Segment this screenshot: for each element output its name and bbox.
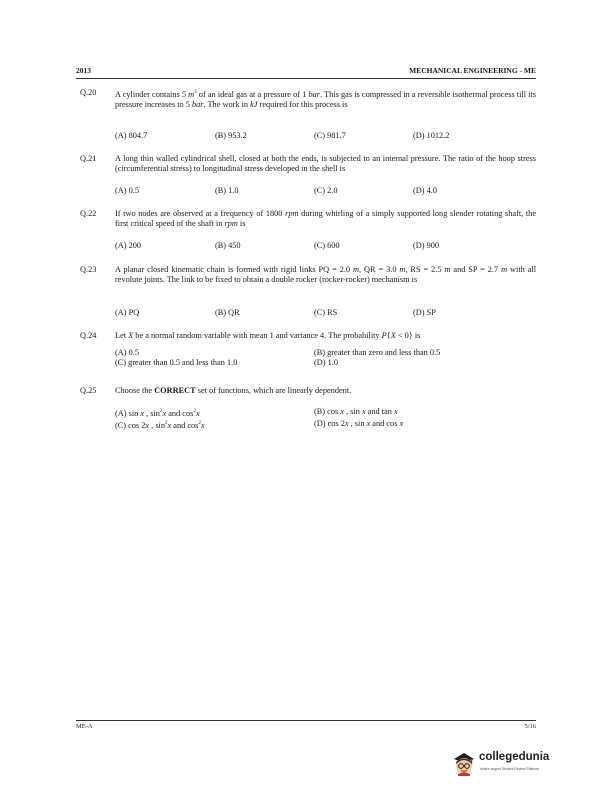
- question-number: Q.20: [80, 88, 97, 97]
- option-b: (B) greater than zero and less than 0.5: [314, 348, 441, 357]
- question-text: Let X be a normal random variable with mean 1 and variance 4. The probability P{X < 0} is: [115, 331, 421, 340]
- option-c: (C) greater than 0.5 and less than 1.0: [115, 358, 238, 367]
- question-20: [80, 88, 536, 144]
- question-text: A cylinder contains 5 $m^3$ of an ideal gas at a pressure of 1 bar. This gas is compressed in a reversible isothermal process till its pressure increases to 5 bar. The work in kJ required for this process is: [115, 89, 536, 110]
- option-a: (A) sin x , $\sin^2x$ and $\cos^2x$: [115, 408, 200, 418]
- question-23: [80, 265, 536, 321]
- options-row: [115, 186, 515, 197]
- exam-subject: MECHANICAL ENGINEERING - ME: [409, 66, 536, 75]
- options-row: [115, 308, 515, 319]
- option-c: (C) 2.0: [314, 186, 338, 195]
- option-d: (D) 1.0: [314, 358, 338, 367]
- option-d: (D) SP: [413, 308, 436, 317]
- option-b: (B) 450: [215, 241, 241, 250]
- paper-code: ME-A: [76, 723, 93, 730]
- question-number: Q.22: [80, 209, 97, 218]
- mascot-icon: [449, 750, 479, 776]
- question-number: Q.25: [80, 386, 97, 395]
- question-21: [80, 154, 536, 200]
- option-a: (A) 804.7: [115, 131, 148, 140]
- option-a: (A) 200: [115, 241, 142, 250]
- question-text: If two nodes are observed at a frequency of 1800 rpm during whirling of a simply supported long slender rotating shaft, the first critical speed of the shaft in rpm is: [115, 209, 536, 229]
- question-24: [80, 331, 536, 375]
- page-number: 5/16: [524, 723, 536, 730]
- page-header: [76, 66, 536, 78]
- option-d: (D) cos 2x , sin x and cos x: [314, 419, 404, 428]
- question-25: [80, 386, 536, 436]
- option-b: (B) 1.0: [215, 186, 239, 195]
- question-text: A long thin walled cylindrical shell, closed at both the ends, is subjected to an internal pressure. The ratio of the hoop stress (circumferential stress) to longitudinal stress developed in the shell is: [115, 154, 536, 174]
- option-c: (C) 981.7: [314, 131, 346, 140]
- option-a: (A) 0.5: [115, 348, 139, 357]
- options-grid: [115, 407, 515, 429]
- question-text: Choose the CORRECT set of functions, which are linearly dependent.: [115, 386, 352, 395]
- option-c: (C) 600: [314, 241, 340, 250]
- option-b: (B) cos x , sin x and tan x: [314, 407, 398, 416]
- logo-name: collegedunia: [479, 751, 550, 763]
- option-d: (D) 1012.2: [413, 131, 450, 140]
- option-d: (D) 4.0: [413, 186, 437, 195]
- question-22: [80, 209, 536, 255]
- question-number: Q.24: [80, 331, 97, 340]
- collegedunia-logo: [449, 748, 549, 778]
- options-row: [115, 241, 515, 252]
- option-b: (B) QR: [215, 308, 240, 317]
- options-row: [115, 131, 515, 142]
- option-b: (B) 953.2: [215, 131, 247, 140]
- question-number: Q.21: [80, 154, 97, 163]
- footer-rule: [76, 720, 536, 721]
- option-d: (D) 900: [413, 241, 440, 250]
- option-c: (C) cos 2x , $\sin^2x$ and $\cos^2x$: [115, 420, 205, 430]
- options-grid: [115, 348, 515, 370]
- question-number: Q.23: [80, 265, 97, 274]
- header-rule: [76, 78, 536, 79]
- logo-tagline: India's largest Student Review Platform: [480, 767, 540, 771]
- question-text: A planar closed kinematic chain is formed with rigid links PQ = 2.0 m, QR = 3.0 m, RS = 2.5 m and SP = 2.7 m with all revolute joints. The link to be fixed to obtain a double rocker (rocker-rocker) mechanism is: [115, 265, 537, 285]
- exam-year: 2013: [76, 66, 91, 75]
- option-c: (C) RS: [314, 308, 338, 317]
- option-a: (A) 0.5: [115, 186, 139, 195]
- option-a: (A) PQ: [115, 308, 140, 317]
